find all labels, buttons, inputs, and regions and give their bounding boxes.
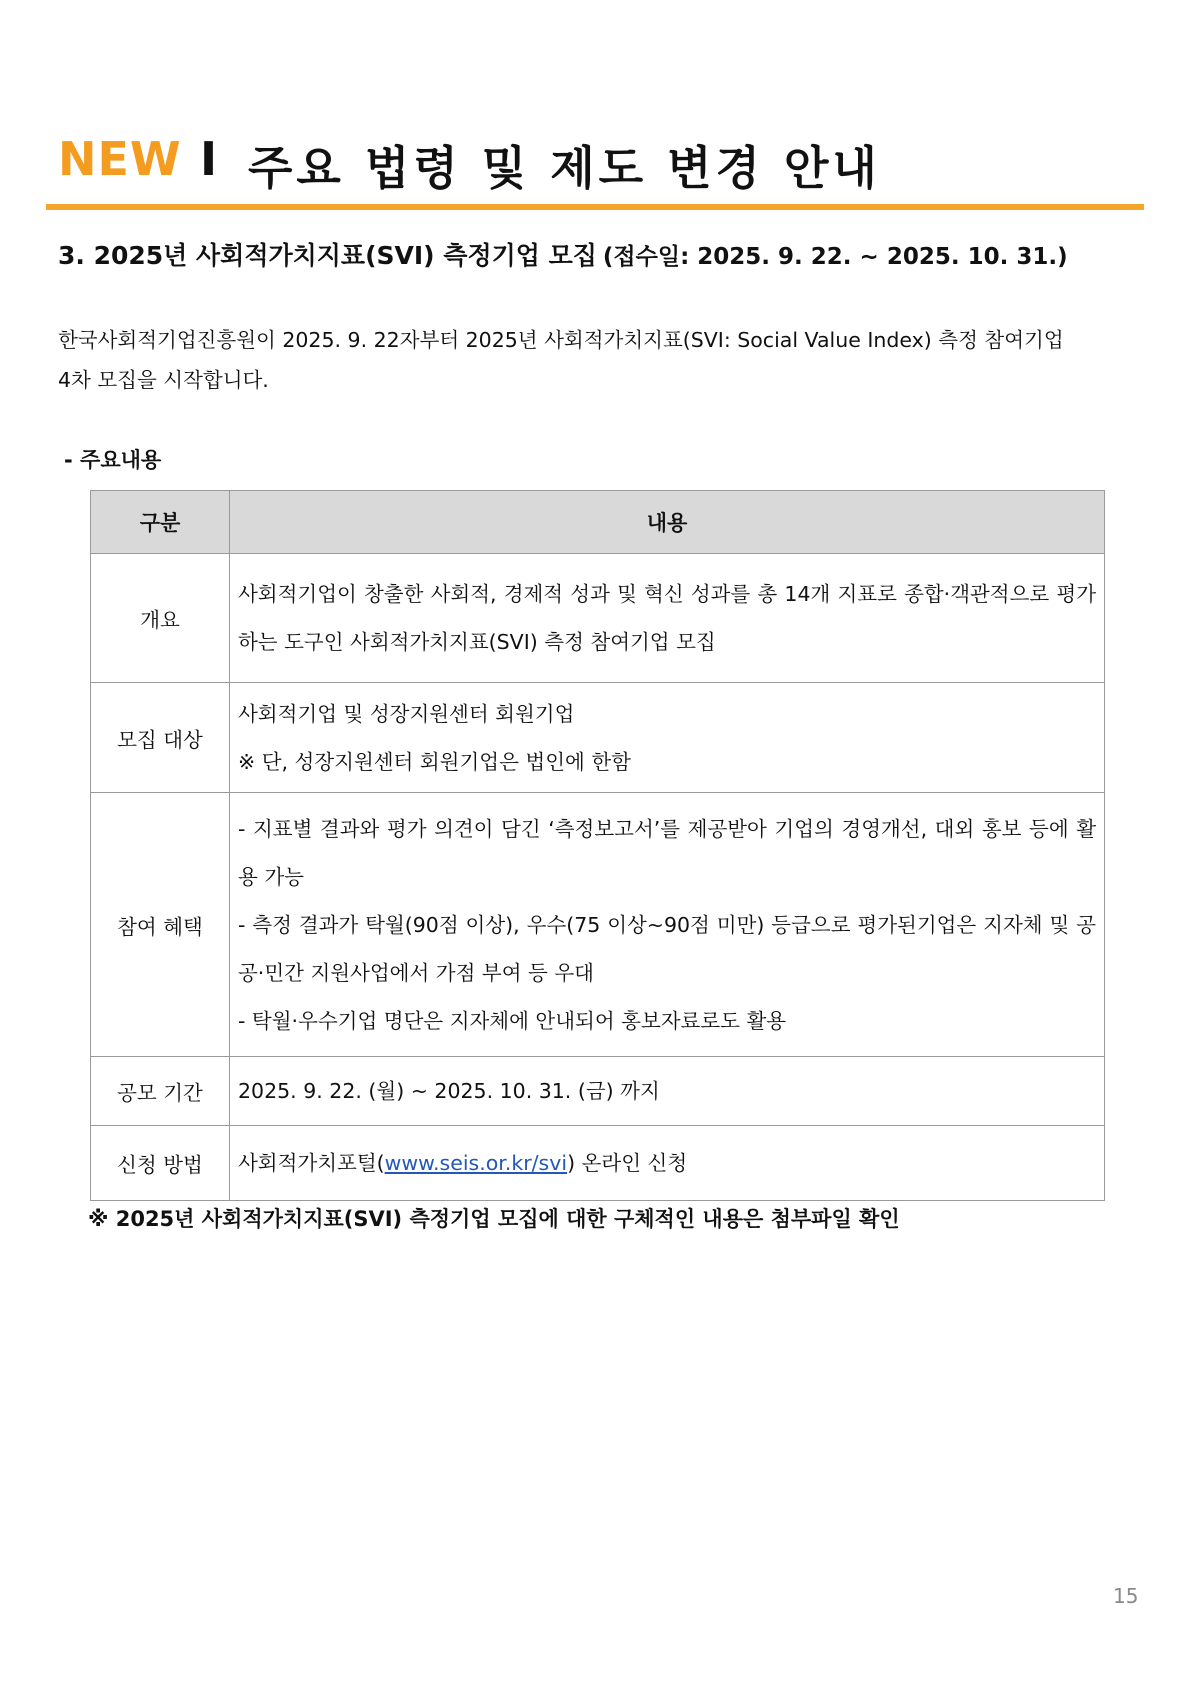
method-prefix: 사회적가치포털(: [238, 1151, 385, 1175]
target-line-2: ※ 단, 성장지원센터 회원기업은 법인에 한함: [238, 749, 631, 774]
target-line-1: 사회적기업 및 성장지원센터 회원기업: [238, 701, 575, 726]
table-row-target: [91, 683, 1105, 793]
new-label: NEW: [58, 132, 182, 186]
benefit-item-3: - 탁월·우수기업 명단은 지자체에 안내되어 홍보자료로도 활용: [238, 1008, 787, 1033]
method-suffix: ) 온라인 신청: [567, 1151, 688, 1175]
row-label: 모집 대상: [91, 683, 230, 793]
row-content: 사회적기업이 창출한 사회적, 경제적 성과 및 혁신 성과를 총 14개 지표로 종합·객관적으로 평가하는 도구인 사회적가치지표(SVI) 측정 참여기업 모집: [230, 554, 1105, 683]
header-content: 내용: [230, 491, 1105, 554]
section-title-main: 3. 2025년 사회적가치지표(SVI) 측정기업 모집: [58, 241, 597, 270]
section-title: [58, 236, 1138, 272]
table-header-row: [91, 491, 1105, 554]
intro-line-2: 4차 모집을 시작합니다.: [58, 368, 269, 392]
info-table: [90, 490, 1105, 1201]
benefit-item-2: - 측정 결과가 탁월(90점 이상), 우수(75 이상~90점 미만) 등급으로 평가된기업은 지자체 및 공공·민간 지원사업에서 가점 부여 등 우대: [238, 912, 1096, 985]
row-label: 신청 방법: [91, 1126, 230, 1201]
attachment-note: ※ 2025년 사회적가치지표(SVI) 측정기업 모집에 대한 구체적인 내용은 첨부파일 확인: [88, 1207, 900, 1231]
header-divider: [46, 204, 1144, 210]
row-content: [230, 793, 1105, 1057]
intro-line-1: 한국사회적기업진흥원이 2025. 9. 22자부터 2025년 사회적가치지표(SVI: Social Value Index) 측정 참여기업: [58, 328, 1064, 352]
row-label: 공모 기간: [91, 1057, 230, 1126]
portal-link[interactable]: www.seis.or.kr/svi: [384, 1151, 568, 1175]
row-content: [230, 683, 1105, 793]
table-row-overview: [91, 554, 1105, 683]
intro-paragraph: [58, 320, 1128, 400]
table-row-method: [91, 1126, 1105, 1201]
page-number: 15: [1113, 1584, 1139, 1608]
benefit-item-1: - 지표별 결과와 평가 의견이 담긴 ‘측정보고서’를 제공받아 기업의 경영개선, 대외 홍보 등에 활용 가능: [238, 816, 1096, 889]
row-content: 2025. 9. 22. (월) ~ 2025. 10. 31. (금) 까지: [230, 1057, 1105, 1126]
sub-heading: - 주요내용: [64, 448, 162, 472]
header-separator: I: [200, 132, 218, 186]
row-label: 참여 혜택: [91, 793, 230, 1057]
row-label: 개요: [91, 554, 230, 683]
header-category: 구분: [91, 491, 230, 554]
page-title: 주요 법령 및 제도 변경 안내: [248, 141, 881, 195]
page-header: [58, 132, 1138, 195]
section-subtitle: (접수일: 2025. 9. 22. ~ 2025. 10. 31.): [602, 244, 1068, 270]
table-row-benefit: [91, 793, 1105, 1057]
table-row-period: [91, 1057, 1105, 1126]
row-content: [230, 1126, 1105, 1201]
